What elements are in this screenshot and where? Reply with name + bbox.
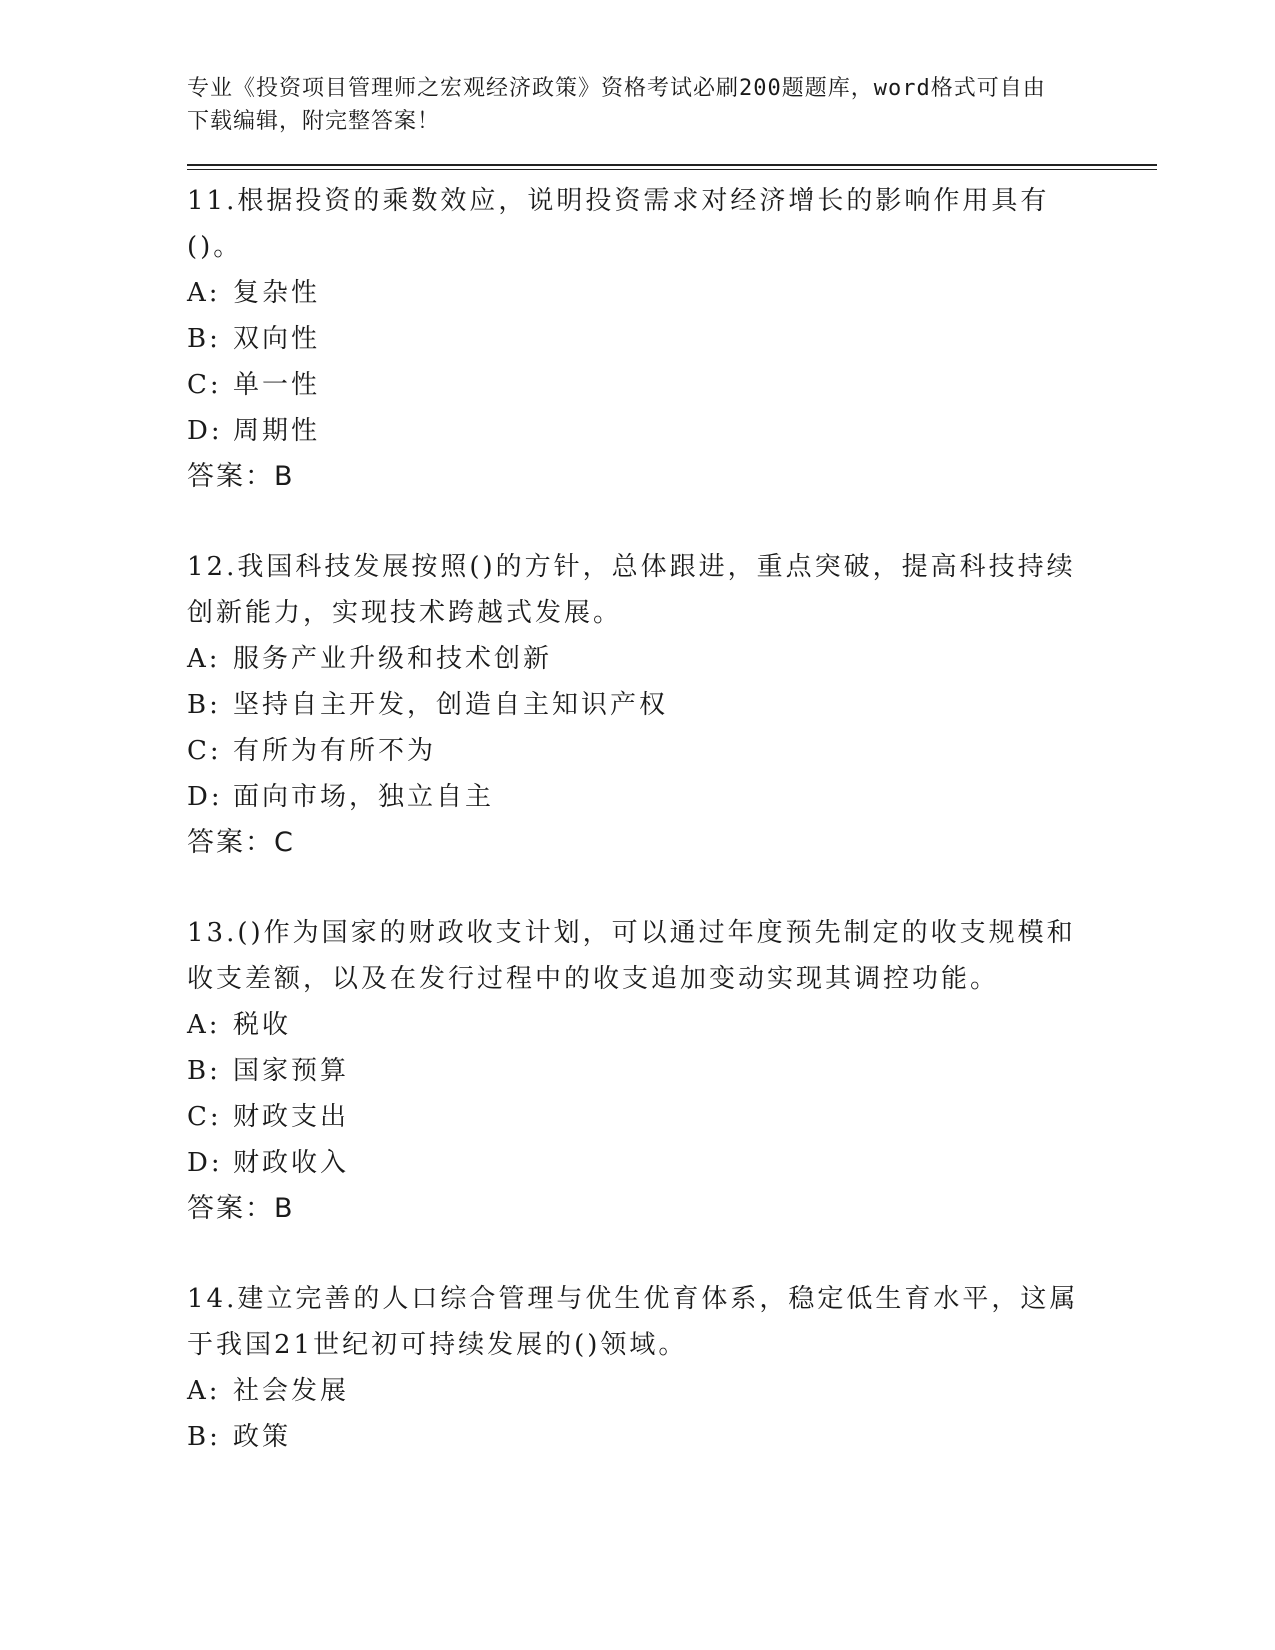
option-a: [187, 1002, 1167, 1048]
option-text: 财政支出: [233, 1102, 350, 1132]
option-letter: C:: [187, 1102, 222, 1132]
option-text: 双向性: [233, 324, 321, 354]
question-text: 11.根据投资的乘数效应，说明投资需求对经济增长的影响作用具有()。: [187, 186, 1050, 262]
option-text: 复杂性: [233, 278, 321, 308]
document-header: 专业《投资项目管理师之宏观经济政策》资格考试必刷200题题库，word格式可自由下载编辑，附完整答案！: [187, 76, 1046, 134]
option-letter: C:: [187, 370, 222, 400]
option-c: [187, 1094, 1167, 1140]
option-text: 财政收入: [233, 1148, 350, 1178]
option-text: 单一性: [233, 370, 321, 400]
option-letter: D:: [187, 1148, 223, 1178]
option-letter: A:: [187, 278, 221, 308]
option-b: [187, 1048, 1167, 1094]
header-divider: [187, 164, 1157, 170]
question-spacer: [187, 1232, 1167, 1276]
option-letter: B:: [187, 1056, 221, 1086]
question-11: [187, 178, 1167, 500]
option-text: 政策: [233, 1422, 292, 1452]
option-letter: A:: [187, 1010, 221, 1040]
option-d: [187, 774, 1167, 820]
option-d: [187, 408, 1167, 454]
option-d: [187, 1140, 1167, 1186]
option-text: 面向市场，独立自主: [233, 782, 495, 812]
option-letter: B:: [187, 324, 221, 354]
option-a: [187, 270, 1167, 316]
option-letter: D:: [187, 416, 223, 446]
question-spacer: [187, 866, 1167, 910]
option-c: [187, 362, 1167, 408]
option-b: [187, 1414, 1167, 1460]
answer-line: 答案：C: [187, 827, 295, 858]
question-text: 12.我国科技发展按照()的方针，总体跟进，重点突破，提高科技持续创新能力，实现技术跨越式发展。: [187, 552, 1076, 628]
option-text: 周期性: [233, 416, 321, 446]
option-letter: B:: [187, 1422, 221, 1452]
question-text: 13.()作为国家的财政收支计划，可以通过年度预先制定的收支规模和收支差额，以及在发行过程中的收支追加变动实现其调控功能。: [187, 918, 1076, 994]
option-b: [187, 682, 1167, 728]
answer-line: 答案：B: [187, 461, 295, 492]
option-text: 国家预算: [233, 1056, 350, 1086]
question-spacer: [187, 500, 1167, 544]
option-text: 社会发展: [233, 1376, 350, 1406]
option-letter: C:: [187, 736, 222, 766]
option-letter: B:: [187, 690, 221, 720]
option-letter: A:: [187, 644, 221, 674]
question-13: [187, 910, 1167, 1232]
answer-line: 答案：B: [187, 1193, 295, 1224]
option-letter: A:: [187, 1376, 221, 1406]
option-c: [187, 728, 1167, 774]
option-text: 坚持自主开发，创造自主知识产权: [233, 690, 669, 720]
option-text: 有所为有所不为: [233, 736, 437, 766]
option-a: [187, 1368, 1167, 1414]
question-text: 14.建立完善的人口综合管理与优生优育体系，稳定低生育水平，这属于我国21世纪初可持续发展的()领域。: [187, 1284, 1079, 1360]
option-text: 服务产业升级和技术创新: [233, 644, 553, 674]
question-14: [187, 1276, 1167, 1460]
option-letter: D:: [187, 782, 223, 812]
option-b: [187, 316, 1167, 362]
option-a: [187, 636, 1167, 682]
option-text: 税收: [233, 1010, 292, 1040]
question-12: [187, 544, 1167, 866]
document-page: [187, 72, 1167, 1460]
